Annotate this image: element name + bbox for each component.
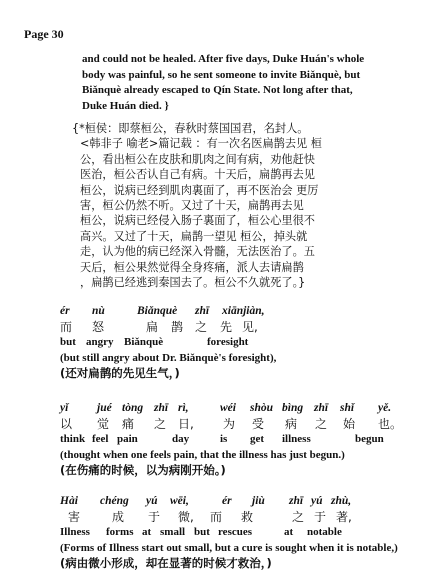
note-line: 害，桓公仍然不听。又过了十天，扁鹊再去见 bbox=[80, 199, 304, 213]
hanzi-char: 为 bbox=[223, 416, 236, 431]
chinese-translation-line bbox=[60, 366, 420, 382]
page-label: Page 30 bbox=[24, 27, 64, 41]
gloss-word: day bbox=[172, 433, 190, 445]
pinyin-word: jué bbox=[97, 402, 112, 414]
hanzi-char: 受 bbox=[252, 416, 265, 431]
gloss-row bbox=[60, 432, 420, 448]
hanzi-char: 怒 bbox=[92, 319, 105, 334]
pinyin-row bbox=[60, 494, 420, 510]
hanzi-char: 之 bbox=[315, 416, 328, 431]
gloss-word: think bbox=[60, 433, 86, 445]
note-line: <韩非子 喻老>篇记载 ：有一次名医扁鹊去见 桓 bbox=[80, 137, 322, 151]
gloss-word: pain bbox=[117, 433, 138, 445]
gloss-word: forms bbox=[106, 526, 134, 538]
hanzi-char: 而 bbox=[60, 319, 73, 334]
gloss-word: illness bbox=[282, 433, 311, 445]
pinyin-word: chéng bbox=[100, 495, 129, 507]
gloss-row bbox=[60, 335, 420, 351]
pinyin-word: shòu bbox=[250, 402, 274, 414]
pinyin-word: shǐ bbox=[340, 402, 355, 414]
hanzi-char: 扁 bbox=[146, 319, 159, 334]
pinyin-word: xiānjiàn, bbox=[222, 305, 265, 317]
hanzi-char: 先 bbox=[220, 319, 233, 334]
gloss-row bbox=[60, 525, 420, 541]
pinyin-word: jiù bbox=[252, 495, 265, 507]
hanzi-char: 痛 bbox=[122, 416, 135, 431]
gloss-word: at bbox=[284, 526, 294, 538]
note-line: 走，认为他的病已经深入骨髓，无法医治了。五 bbox=[80, 245, 315, 259]
pinyin-word: Biǎnquè bbox=[137, 305, 178, 317]
hanzi-char: 之 bbox=[195, 319, 208, 334]
gloss-word: angry bbox=[86, 336, 114, 348]
pinyin-word: tòng bbox=[122, 402, 144, 414]
hanzi-char: 见, bbox=[242, 319, 258, 334]
hanzi-char: 于 bbox=[148, 509, 161, 524]
gloss-word: at bbox=[142, 526, 152, 538]
hanzi-char: 而 bbox=[210, 509, 223, 524]
pinyin-word: zhī bbox=[289, 495, 304, 507]
hanzi-char: 于 bbox=[314, 509, 327, 524]
hanzi-char: 日, bbox=[178, 416, 194, 431]
translation-text: (but still angry about Dr. Biǎnquè's foresight), bbox=[60, 351, 277, 364]
english-line: Duke Huán died. } bbox=[82, 99, 169, 112]
gloss-word: rescues bbox=[218, 526, 253, 538]
hanzi-char: 成 bbox=[112, 509, 125, 524]
note-line: 桓公，说病已经侵入肠子裏面了，桓公心里很不 bbox=[80, 214, 315, 228]
hanzi-char: 著, bbox=[336, 509, 352, 524]
translation-line bbox=[60, 541, 405, 557]
hanzi-char: 害 bbox=[68, 509, 81, 524]
translation-line bbox=[60, 351, 420, 367]
chinese-translation-line bbox=[60, 556, 420, 572]
pinyin-word: zhù, bbox=[331, 495, 352, 507]
pinyin-word: zhī bbox=[195, 305, 210, 317]
chinese-translation-text: (病由微小形成，却在显著的时候才救治，) bbox=[60, 556, 272, 570]
pinyin-word: wēi, bbox=[170, 495, 189, 507]
hanzi-char: 以 bbox=[60, 416, 73, 431]
gloss-word: feel bbox=[92, 433, 109, 445]
chinese-translation-line bbox=[60, 463, 420, 479]
note-line: 高兴。又过了十天，扁鹊一望见 桓公，掉头就 bbox=[80, 229, 308, 243]
pinyin-word: wéi bbox=[220, 402, 236, 414]
gloss-word: foresight bbox=[207, 336, 249, 348]
gloss-word: Illness bbox=[60, 526, 90, 538]
hanzi-char: 也。 bbox=[378, 416, 403, 431]
pinyin-word: bìng bbox=[282, 402, 304, 414]
pinyin-word: zhī bbox=[314, 402, 329, 414]
pinyin-word: yú bbox=[311, 495, 323, 507]
gloss-word: begun bbox=[355, 433, 384, 445]
hanzi-char: 觉 bbox=[97, 416, 110, 431]
hanzi-row bbox=[60, 417, 420, 433]
example-block bbox=[60, 401, 420, 479]
pinyin-word: ér bbox=[222, 495, 232, 507]
pinyin-row bbox=[60, 401, 420, 417]
hanzi-char: 微, bbox=[178, 509, 194, 524]
note-line: 公，看出桓公在皮肤和肌肉之间有病，劝他赶快 bbox=[80, 152, 315, 166]
english-passage bbox=[82, 52, 412, 114]
hanzi-char: 之 bbox=[292, 509, 305, 524]
hanzi-row bbox=[60, 510, 420, 526]
gloss-word: notable bbox=[307, 526, 342, 538]
english-line: Biǎnquè already escaped to Qín State. Not long after that, bbox=[82, 84, 353, 97]
pinyin-word: Hài bbox=[60, 495, 78, 507]
chinese-translation-text: (还对扁鹊的先见生气，) bbox=[60, 366, 180, 380]
translation-text: (Forms of Illness start out small, but a cure is sought when it is notable,) bbox=[60, 541, 398, 554]
translation-text: (thought when one feels pain, that the illness has just begun.) bbox=[60, 448, 345, 461]
hanzi-char: 救 bbox=[241, 509, 254, 524]
pinyin-word: yú bbox=[146, 495, 158, 507]
chinese-note bbox=[72, 121, 422, 290]
note-line: ，扁鹊已经逃到秦国去了。桓公不久就死了。} bbox=[80, 276, 306, 290]
note-line: 桓公，说病已经到肌肉裏面了，再不医治会 更厉 bbox=[80, 183, 319, 197]
chinese-translation-text: (在伤痛的时候，以为病刚开始。) bbox=[60, 463, 226, 477]
note-line: 天后，桓公果然觉得全身疼痛，派人去请扁鹊 bbox=[80, 260, 304, 274]
gloss-word: small bbox=[160, 526, 186, 538]
gloss-word: Biǎnquè bbox=[124, 336, 164, 348]
hanzi-char: 始 bbox=[343, 416, 356, 431]
hanzi-row bbox=[60, 320, 420, 336]
gloss-word: get bbox=[250, 433, 265, 445]
pinyin-word: zhī bbox=[154, 402, 169, 414]
example-block bbox=[60, 304, 420, 382]
pinyin-row bbox=[60, 304, 420, 320]
gloss-word: but bbox=[194, 526, 210, 538]
gloss-word: is bbox=[220, 433, 228, 445]
hanzi-char: 之 bbox=[154, 416, 167, 431]
note-line: 医治，桓公否认自己有病。十天后，扁鹊再去见 bbox=[80, 168, 315, 182]
hanzi-char: 鹊 bbox=[171, 319, 184, 334]
pinyin-word: ér bbox=[60, 305, 70, 317]
pinyin-word: rì, bbox=[178, 402, 189, 414]
pinyin-word: yǐ bbox=[60, 402, 69, 414]
hanzi-char: 病 bbox=[285, 416, 298, 431]
example-block bbox=[60, 494, 420, 572]
note-line: {*桓侯：即蔡桓公，春秋时蔡国国君，名封人。 bbox=[72, 122, 309, 135]
pinyin-word: nù bbox=[92, 305, 105, 317]
english-line: and could not be healed. After five days, Duke Huán's whole bbox=[82, 53, 365, 65]
gloss-word: but bbox=[60, 336, 76, 348]
pinyin-word: yě. bbox=[378, 402, 392, 414]
english-line: body was painful, so he sent someone to invite Biǎnquè, but bbox=[82, 68, 361, 81]
translation-line bbox=[60, 448, 420, 464]
